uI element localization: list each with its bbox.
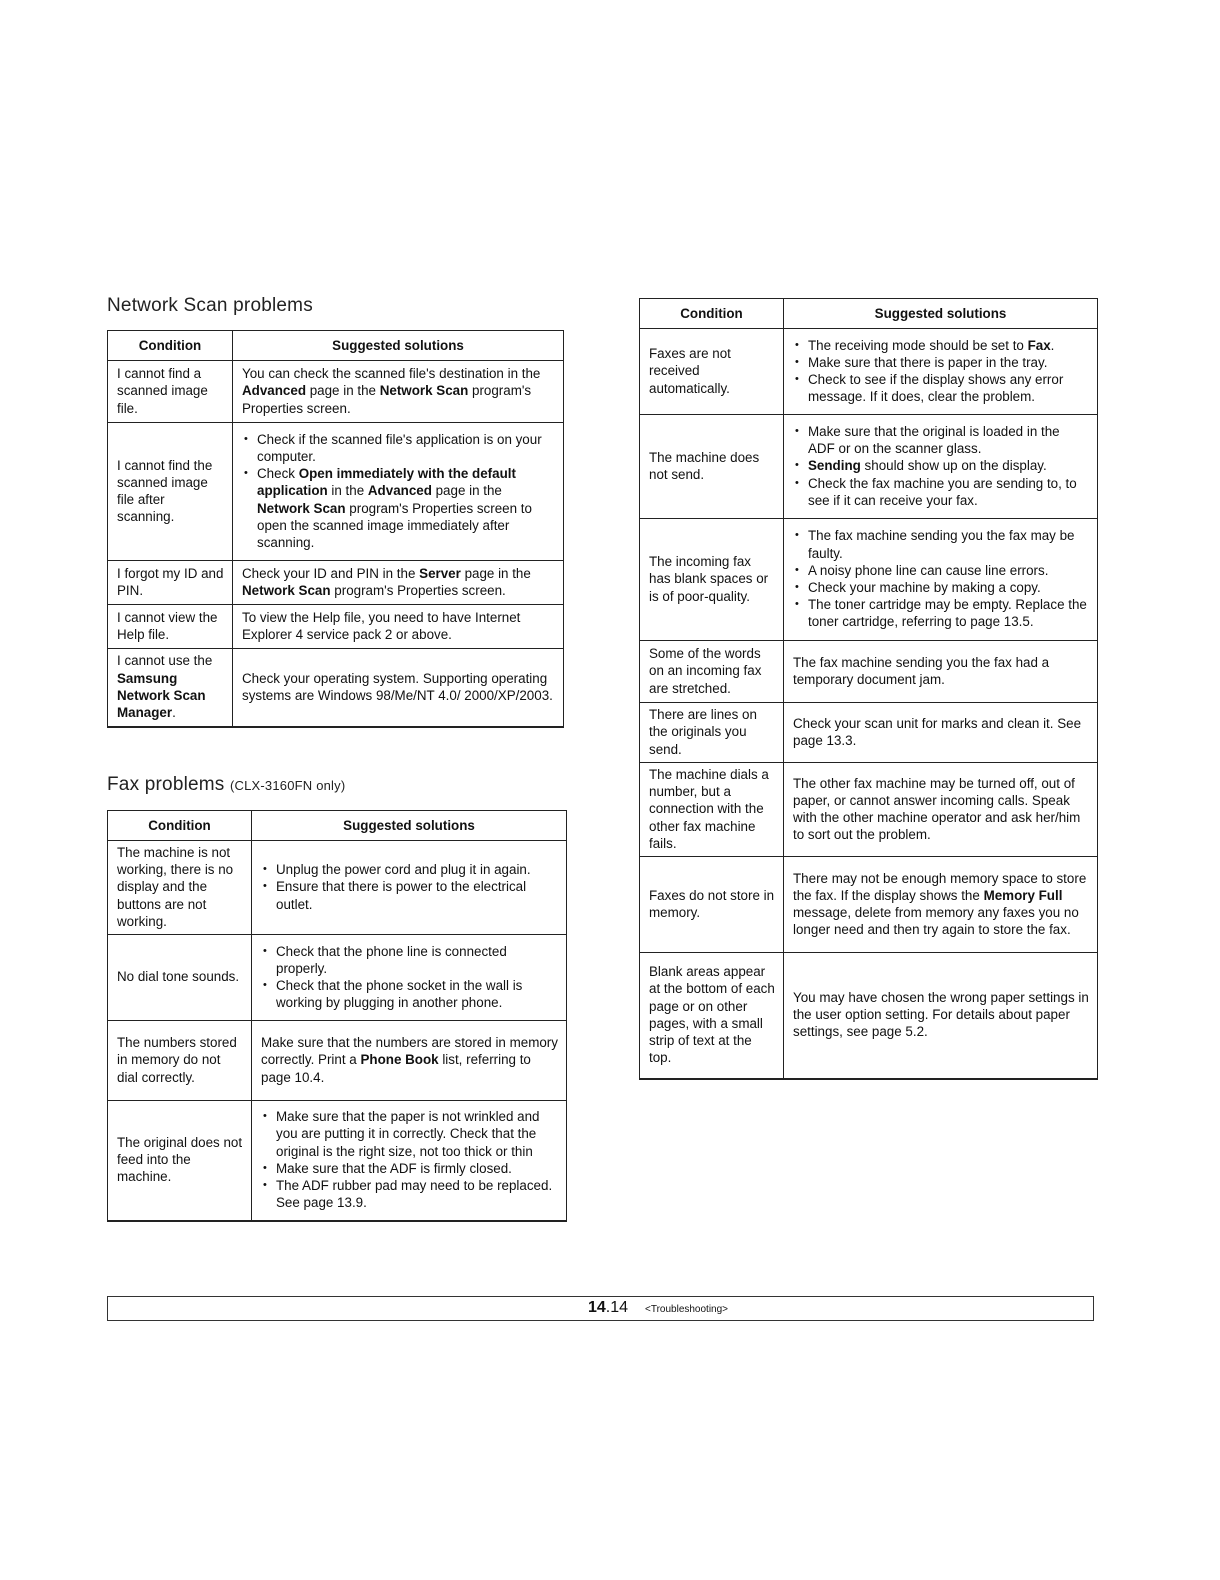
network-scan-table (107, 330, 564, 728)
condition-cell: Some of the words on an incoming fax are stretched. (640, 641, 784, 703)
solution-item: • A noisy phone line can cause line errors. (793, 562, 1089, 579)
table-row (640, 763, 1098, 857)
solution-cell: The fax machine sending you the fax had a temporary document jam. (784, 641, 1098, 703)
solution-list (793, 337, 1089, 406)
table-row (108, 935, 567, 1021)
condition-header: Condition (108, 331, 233, 361)
condition-cell: Faxes do not store in memory. (640, 857, 784, 953)
table-row (108, 1101, 567, 1221)
table-row (108, 361, 564, 423)
solution-item: • Ensure that there is power to the electrical outlet. (261, 878, 558, 912)
condition-cell: I cannot view the Help file. (108, 605, 233, 649)
table-row (640, 329, 1098, 415)
solution-list (242, 431, 555, 551)
table-row (108, 423, 564, 561)
fax-problems-title: Fax problems (CLX-3160FN only) (107, 774, 346, 795)
solutions-header: Suggested solutions (252, 811, 567, 841)
solution-cell: Check your scan unit for marks and clean it. See page 13.3. (784, 703, 1098, 763)
condition-cell: The machine is not working, there is no display and the buttons are not working. (108, 841, 252, 935)
solution-item: • Check to see if the display shows any error message. If it does, clear the problem. (793, 371, 1089, 405)
solution-cell (252, 1101, 567, 1221)
solution-item: • Check the fax machine you are sending to, to see if it can receive your fax. (793, 475, 1089, 509)
condition-cell: The original does not feed into the machine. (108, 1101, 252, 1221)
fax-problems-table-continued (639, 298, 1098, 1080)
network-scan-title: Network Scan problems (107, 295, 313, 316)
solution-cell (233, 423, 564, 561)
chapter-label: <Troubleshooting> (645, 1304, 729, 1315)
condition-cell: The machine dials a number, but a connection with the other fax machine fails. (640, 763, 784, 857)
solution-item: • Make sure that there is paper in the tray. (793, 354, 1089, 371)
solution-item: • The receiving mode should be set to Fax. (793, 337, 1089, 354)
condition-cell: The numbers stored in memory do not dial correctly. (108, 1021, 252, 1101)
solution-list (261, 943, 558, 1012)
solution-item: • Check that the phone socket in the wall is working by plugging in another phone. (261, 977, 558, 1011)
solution-list (793, 527, 1089, 630)
table-row (640, 857, 1098, 953)
solution-item: • Make sure that the paper is not wrinkled and you are putting it in correctly. Check that the original is the right size, not too thick or thin (261, 1108, 558, 1160)
solution-list (261, 1108, 558, 1211)
condition-cell: No dial tone sounds. (108, 935, 252, 1021)
fax-problems-table (107, 810, 567, 1222)
solution-item: • The ADF rubber pad may need to be replaced. See page 13.9. (261, 1177, 558, 1211)
solution-item: • The toner cartridge may be empty. Replace the toner cartridge, referring to page 13.5. (793, 596, 1089, 630)
solution-item: • Check Open immediately with the default application in the Advanced page in the Network Scan program's Properties screen to open the scanned image immediately after scanning. (242, 465, 555, 551)
solution-item: • Check if the scanned file's application is on your computer. (242, 431, 555, 465)
solution-item: • Make sure that the original is loaded in the ADF or on the scanner glass. (793, 423, 1089, 457)
solution-cell (252, 935, 567, 1021)
solution-cell: Check your operating system. Supporting operating systems are Windows 98/Me/NT 4.0/ 2000/XP/2003. (233, 649, 564, 727)
solution-cell: To view the Help file, you need to have Internet Explorer 4 service pack 2 or above. (233, 605, 564, 649)
condition-header: Condition (108, 811, 252, 841)
condition-cell: Blank areas appear at the bottom of each page or on other pages, with a small strip of text at the top. (640, 953, 784, 1079)
solution-item: • Unplug the power cord and plug it in again. (261, 861, 558, 878)
table-header-row (108, 331, 564, 361)
solution-item: • Check that the phone line is connected properly. (261, 943, 558, 977)
condition-cell: I cannot find a scanned image file. (108, 361, 233, 423)
table-header-row (640, 299, 1098, 329)
solution-item: • Make sure that the ADF is firmly closed. (261, 1160, 558, 1177)
table-row (108, 1021, 567, 1101)
solution-list (793, 423, 1089, 509)
condition-header: Condition (640, 299, 784, 329)
page-footer (107, 1296, 1094, 1321)
condition-cell: The incoming fax has blank spaces or is of poor-quality. (640, 519, 784, 641)
condition-cell: There are lines on the originals you send. (640, 703, 784, 763)
table-row (108, 649, 564, 727)
table-row (640, 703, 1098, 763)
solution-cell: Make sure that the numbers are stored in memory correctly. Print a Phone Book list, referring to page 10.4. (252, 1021, 567, 1101)
solution-list (261, 861, 558, 913)
condition-cell: I forgot my ID and PIN. (108, 561, 233, 605)
solution-cell (784, 329, 1098, 415)
solution-item: • The fax machine sending you the fax may be faulty. (793, 527, 1089, 561)
table-row (640, 641, 1098, 703)
table-row (640, 519, 1098, 641)
condition-cell: I cannot use the Samsung Network Scan Manager. (108, 649, 233, 727)
solution-cell (252, 841, 567, 935)
table-row (108, 841, 567, 935)
table-row (640, 953, 1098, 1079)
solution-cell: The other fax machine may be turned off, out of paper, or cannot answer incoming calls. Speak with the other machine operator and ask her/him to sort out the problem. (784, 763, 1098, 857)
table-row (108, 605, 564, 649)
solutions-header: Suggested solutions (784, 299, 1098, 329)
solution-cell (784, 519, 1098, 641)
solution-cell: There may not be enough memory space to store the fax. If the display shows the Memory Full message, delete from memory any faxes you no longer need and then try again to store the fax. (784, 857, 1098, 953)
solution-cell: Check your ID and PIN in the Server page in the Network Scan program's Properties screen. (233, 561, 564, 605)
solution-item: • Check your machine by making a copy. (793, 579, 1089, 596)
condition-cell: Faxes are not received automatically. (640, 329, 784, 415)
table-header-row (108, 811, 567, 841)
solution-cell: You may have chosen the wrong paper settings in the user option setting. For details about paper settings, see page 5.2. (784, 953, 1098, 1079)
solutions-header: Suggested solutions (233, 331, 564, 361)
condition-cell: The machine does not send. (640, 415, 784, 519)
solution-item: • Sending should show up on the display. (793, 457, 1089, 474)
table-row (108, 561, 564, 605)
table-row (640, 415, 1098, 519)
solution-cell (784, 415, 1098, 519)
solution-cell: You can check the scanned file's destination in the Advanced page in the Network Scan program's Properties screen. (233, 361, 564, 423)
fax-problems-model-note: (CLX-3160FN only) (229, 778, 346, 793)
page-number: 14.14 (588, 1299, 629, 1316)
condition-cell: I cannot find the scanned image file after scanning. (108, 423, 233, 561)
